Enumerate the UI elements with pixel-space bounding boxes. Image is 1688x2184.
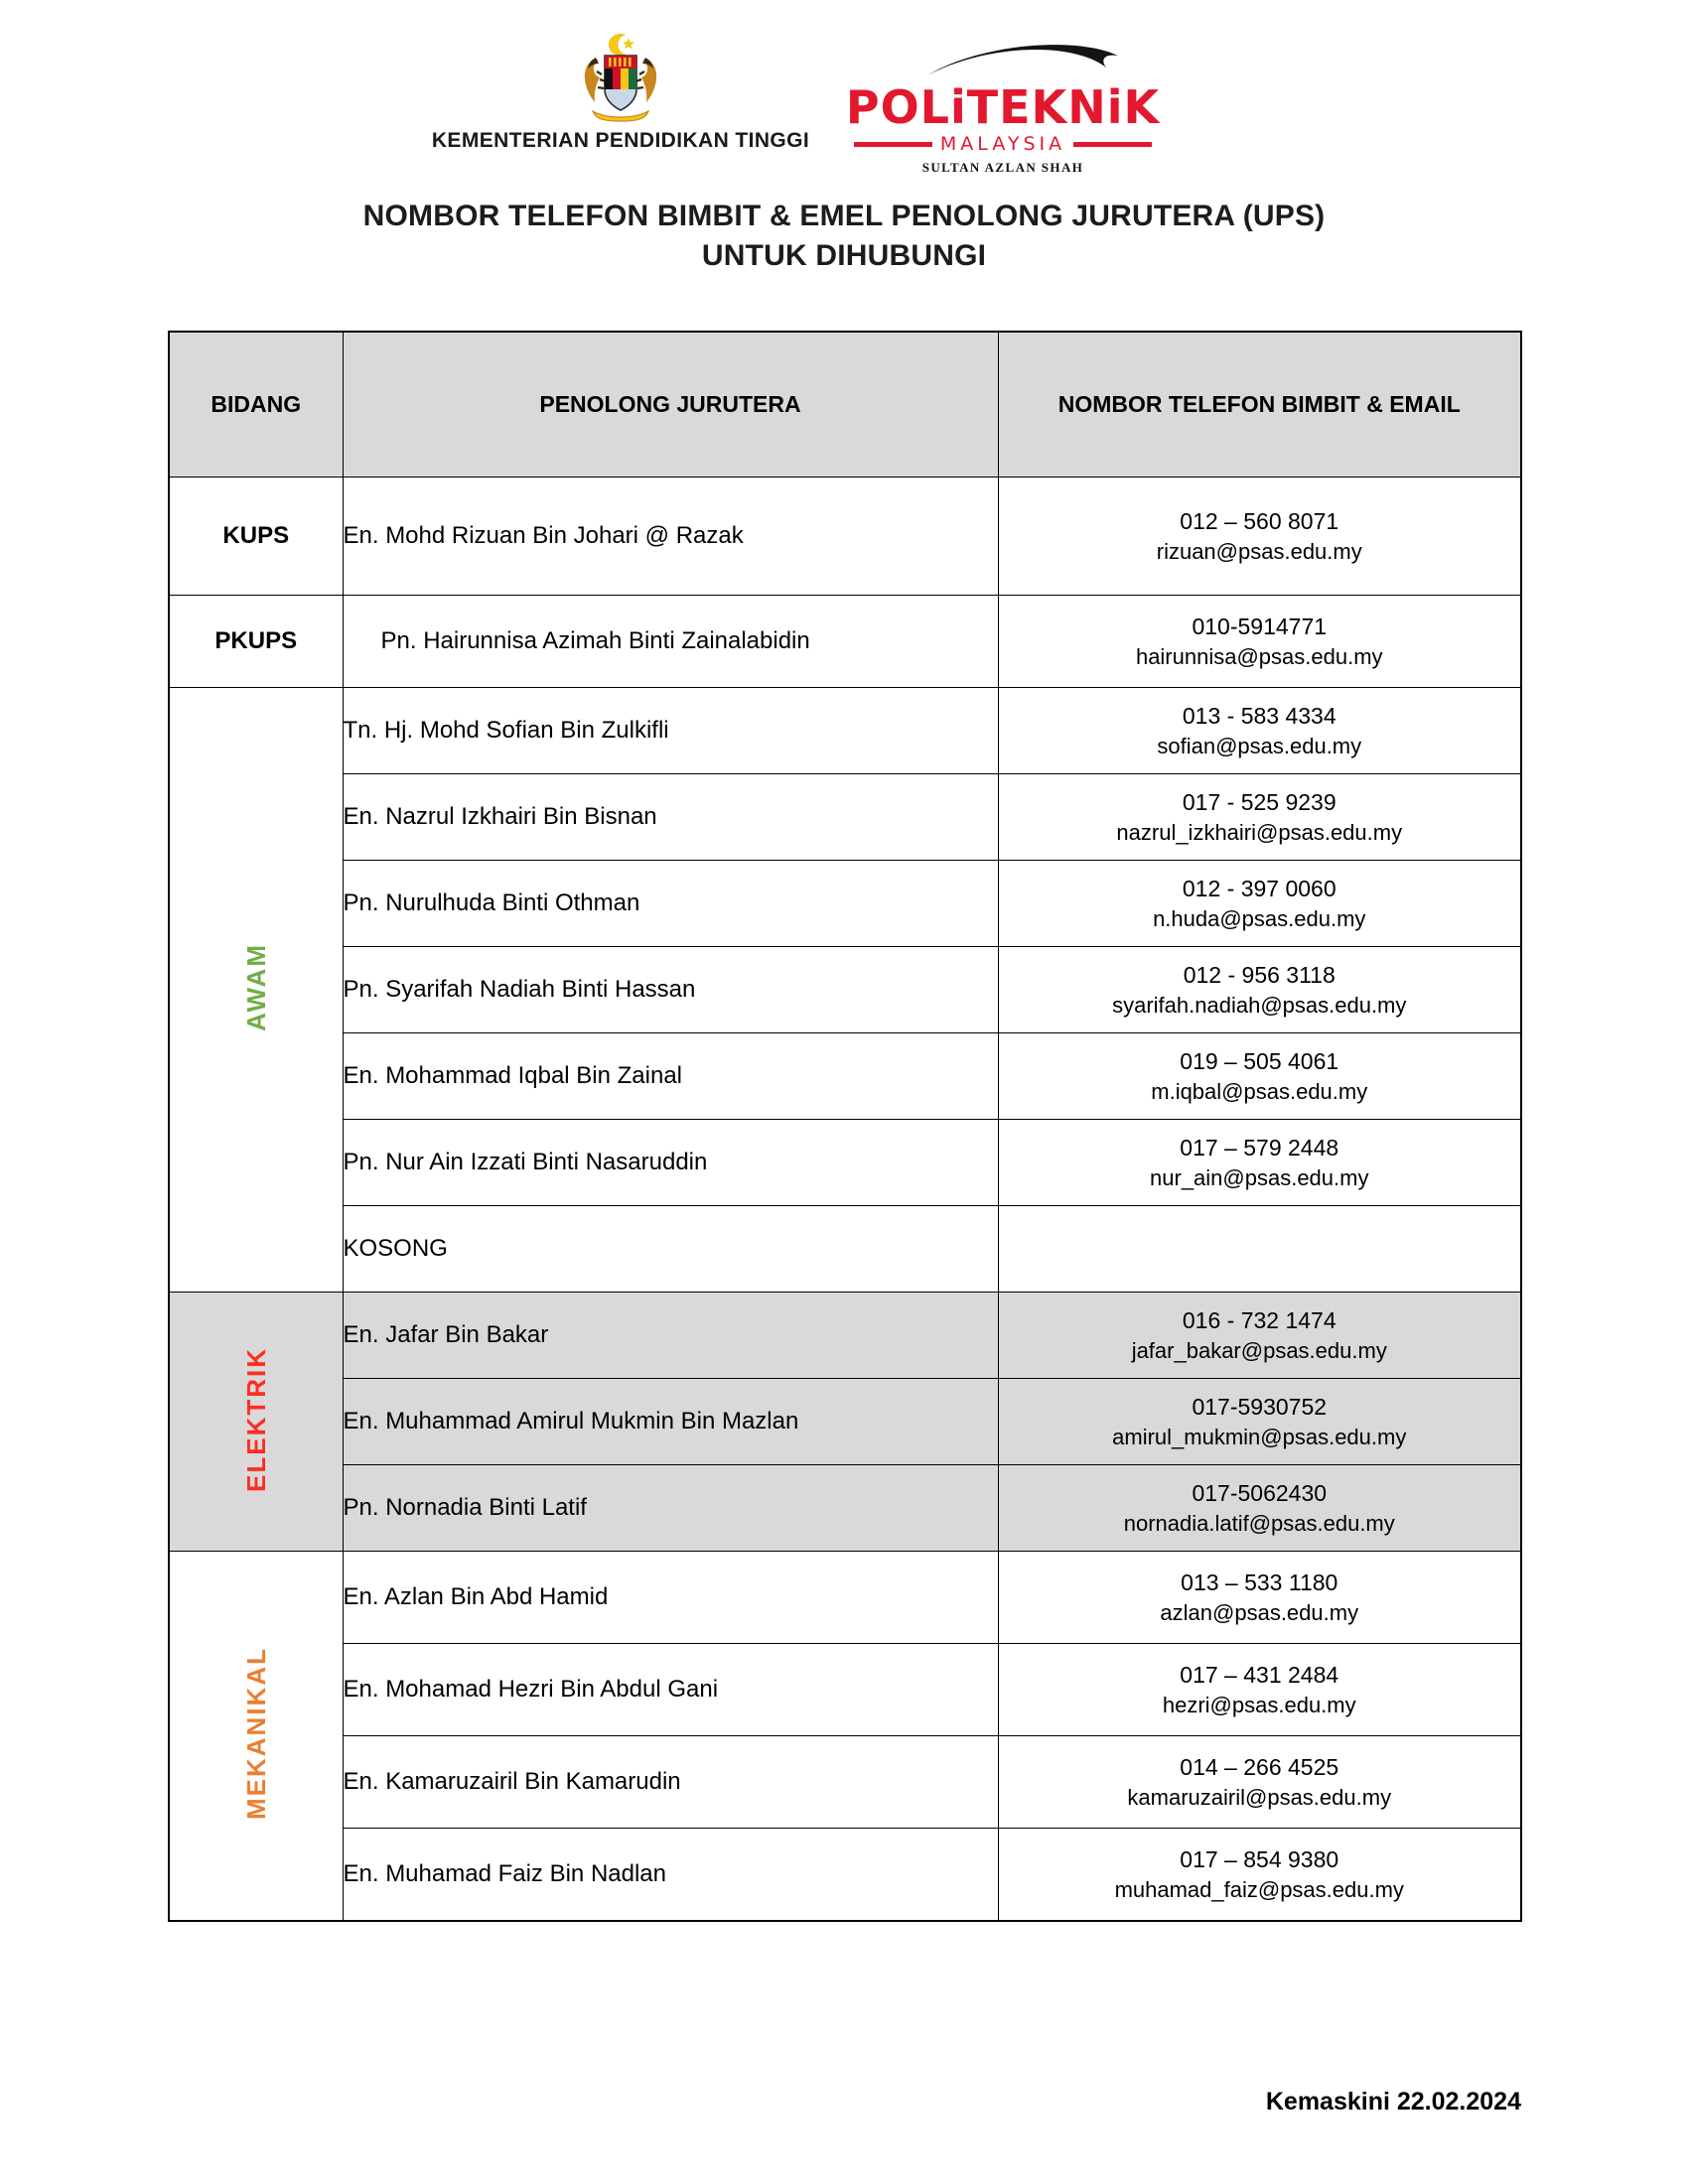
email-address: nornadia.latif@psas.edu.my bbox=[1123, 1510, 1395, 1536]
malaysia-coat-of-arms-icon bbox=[563, 30, 678, 125]
contact-cell bbox=[998, 861, 1521, 947]
politeknik-country-label: MALAYSIA bbox=[939, 133, 1066, 155]
table-row bbox=[169, 1465, 1521, 1552]
contact-cell bbox=[998, 1736, 1521, 1829]
name-cell: Tn. Hj. Mohd Sofian Bin Zulkifli bbox=[343, 688, 998, 774]
band-rule-right bbox=[1073, 142, 1152, 147]
name-cell: En. Mohd Rizuan Bin Johari @ Razak bbox=[343, 478, 998, 596]
contact-cell bbox=[998, 1379, 1521, 1465]
header-logo-band bbox=[0, 0, 1688, 175]
contact-cell bbox=[998, 1829, 1521, 1922]
last-updated-label: Kemaskini 22.02.2024 bbox=[1265, 2088, 1521, 2116]
page-title-line2: UNTUK DIHUBUNGI bbox=[701, 238, 987, 272]
polytechnic-logo-block bbox=[839, 30, 1167, 176]
email-address: hezri@psas.edu.my bbox=[1162, 1692, 1356, 1717]
bidang-kups: KUPS bbox=[169, 478, 343, 596]
bidang-group-awam bbox=[169, 688, 343, 1293]
name-cell: En. Mohammad Iqbal Bin Zainal bbox=[343, 1033, 998, 1120]
email-address: m.iqbal@psas.edu.my bbox=[1151, 1078, 1368, 1104]
phone-number: 016 - 732 1474 bbox=[1182, 1306, 1336, 1333]
table-row bbox=[169, 1736, 1521, 1829]
table-row bbox=[169, 861, 1521, 947]
email-address: amirul_mukmin@psas.edu.my bbox=[1112, 1424, 1407, 1449]
contacts-table bbox=[168, 331, 1522, 1922]
table-row bbox=[169, 1644, 1521, 1736]
contact-cell bbox=[998, 1552, 1521, 1644]
table-row bbox=[169, 688, 1521, 774]
name-cell: Pn. Nornadia Binti Latif bbox=[343, 1465, 998, 1552]
contact-cell-empty bbox=[998, 1206, 1521, 1293]
name-cell: Pn. Hairunnisa Azimah Binti Zainalabidin bbox=[343, 596, 998, 688]
email-address: nur_ain@psas.edu.my bbox=[1150, 1164, 1369, 1190]
contact-cell bbox=[998, 774, 1521, 861]
phone-number: 017-5930752 bbox=[1192, 1393, 1328, 1420]
email-address: kamaruzairil@psas.edu.my bbox=[1127, 1784, 1392, 1810]
contacts-table-wrap bbox=[168, 331, 1520, 1922]
table-body bbox=[169, 478, 1521, 1922]
name-cell: En. Kamaruzairil Bin Kamarudin bbox=[343, 1736, 998, 1829]
table-row bbox=[169, 1206, 1521, 1293]
bidang-label-awam: AWAM bbox=[240, 943, 271, 1032]
phone-number: 017-5062430 bbox=[1192, 1479, 1328, 1506]
bidang-label-elektrik: ELEKTRIK bbox=[240, 1346, 271, 1492]
ministry-name-label: KEMENTERIAN PENDIDIKAN TINGGI bbox=[431, 129, 810, 152]
email-address: muhamad_faiz@psas.edu.my bbox=[1114, 1876, 1404, 1902]
column-header-bidang: BIDANG bbox=[169, 332, 343, 478]
name-cell: En. Nazrul Izkhairi Bin Bisnan bbox=[343, 774, 998, 861]
name-cell: En. Muhamad Faiz Bin Nadlan bbox=[343, 1829, 998, 1922]
contact-cell bbox=[998, 596, 1521, 688]
phone-number: 014 – 266 4525 bbox=[1180, 1753, 1339, 1780]
contact-cell bbox=[998, 947, 1521, 1033]
table-row bbox=[169, 947, 1521, 1033]
table-row bbox=[169, 596, 1521, 688]
politeknik-campus-label: SULTAN AZLAN SHAH bbox=[921, 160, 1084, 175]
bidang-group-elektrik bbox=[169, 1293, 343, 1552]
contact-cell bbox=[998, 1465, 1521, 1552]
contact-cell bbox=[998, 478, 1521, 596]
name-cell: Pn. Syarifah Nadiah Binti Hassan bbox=[343, 947, 998, 1033]
name-cell: En. Mohamad Hezri Bin Abdul Gani bbox=[343, 1644, 998, 1736]
bidang-label-mekanikal: MEKANIKAL bbox=[240, 1647, 271, 1821]
band-rule-left bbox=[854, 142, 932, 147]
email-address: nazrul_izkhairi@psas.edu.my bbox=[1116, 819, 1403, 845]
table-head bbox=[169, 332, 1521, 478]
bidang-pkups: PKUPS bbox=[169, 596, 343, 688]
contact-cell bbox=[998, 1033, 1521, 1120]
email-address: syarifah.nadiah@psas.edu.my bbox=[1112, 992, 1407, 1018]
table-row bbox=[169, 1379, 1521, 1465]
contact-cell bbox=[998, 1644, 1521, 1736]
ministry-logo-block bbox=[431, 30, 810, 153]
table-row bbox=[169, 774, 1521, 861]
column-header-kontak: NOMBOR TELEFON BIMBIT & EMAIL bbox=[998, 332, 1521, 478]
contact-cell bbox=[998, 688, 1521, 774]
email-address: jafar_bakar@psas.edu.my bbox=[1131, 1337, 1387, 1363]
phone-number: 013 - 583 4334 bbox=[1182, 702, 1336, 729]
table-row bbox=[169, 478, 1521, 596]
phone-number: 012 – 560 8071 bbox=[1180, 507, 1339, 534]
name-cell: Pn. Nurulhuda Binti Othman bbox=[343, 861, 998, 947]
email-address: hairunnisa@psas.edu.my bbox=[1135, 643, 1383, 669]
table-row bbox=[169, 1120, 1521, 1206]
email-address: n.huda@psas.edu.my bbox=[1153, 905, 1366, 931]
table-row bbox=[169, 1293, 1521, 1379]
table-row bbox=[169, 1033, 1521, 1120]
email-address: rizuan@psas.edu.my bbox=[1156, 538, 1362, 564]
column-header-penolong-jurutera: PENOLONG JURUTERA bbox=[343, 332, 998, 478]
phone-number: 017 - 525 9239 bbox=[1182, 788, 1336, 815]
name-cell: En. Azlan Bin Abd Hamid bbox=[343, 1552, 998, 1644]
phone-number: 017 – 854 9380 bbox=[1180, 1845, 1339, 1872]
contact-cell bbox=[998, 1293, 1521, 1379]
email-address: sofian@psas.edu.my bbox=[1157, 733, 1362, 758]
politeknik-wordmark: POLiTEKNiK bbox=[845, 80, 1161, 134]
name-cell-vacant: KOSONG bbox=[343, 1206, 998, 1293]
page-title-line1: NOMBOR TELEFON BIMBIT & EMEL PENOLONG JURUTERA (UPS) bbox=[362, 200, 1326, 232]
email-address: azlan@psas.edu.my bbox=[1160, 1599, 1359, 1625]
name-cell: En. Jafar Bin Bakar bbox=[343, 1293, 998, 1379]
phone-number: 017 – 431 2484 bbox=[1180, 1661, 1339, 1688]
contact-cell bbox=[998, 1120, 1521, 1206]
phone-number: 019 – 505 4061 bbox=[1180, 1047, 1339, 1074]
politeknik-malaysia-band bbox=[854, 133, 1152, 155]
phone-number: 017 – 579 2448 bbox=[1180, 1134, 1339, 1160]
phone-number: 012 - 956 3118 bbox=[1183, 961, 1336, 988]
politeknik-swoosh-icon bbox=[870, 40, 1136, 84]
page-title bbox=[0, 197, 1688, 275]
phone-number: 012 - 397 0060 bbox=[1182, 875, 1336, 901]
name-cell: Pn. Nur Ain Izzati Binti Nasaruddin bbox=[343, 1120, 998, 1206]
bidang-group-mekanikal bbox=[169, 1552, 343, 1922]
table-row bbox=[169, 1552, 1521, 1644]
table-header-row bbox=[169, 332, 1521, 478]
phone-number: 010-5914771 bbox=[1192, 613, 1328, 639]
table-row bbox=[169, 1829, 1521, 1922]
name-cell: En. Muhammad Amirul Mukmin Bin Mazlan bbox=[343, 1379, 998, 1465]
phone-number: 013 – 533 1180 bbox=[1181, 1569, 1338, 1595]
